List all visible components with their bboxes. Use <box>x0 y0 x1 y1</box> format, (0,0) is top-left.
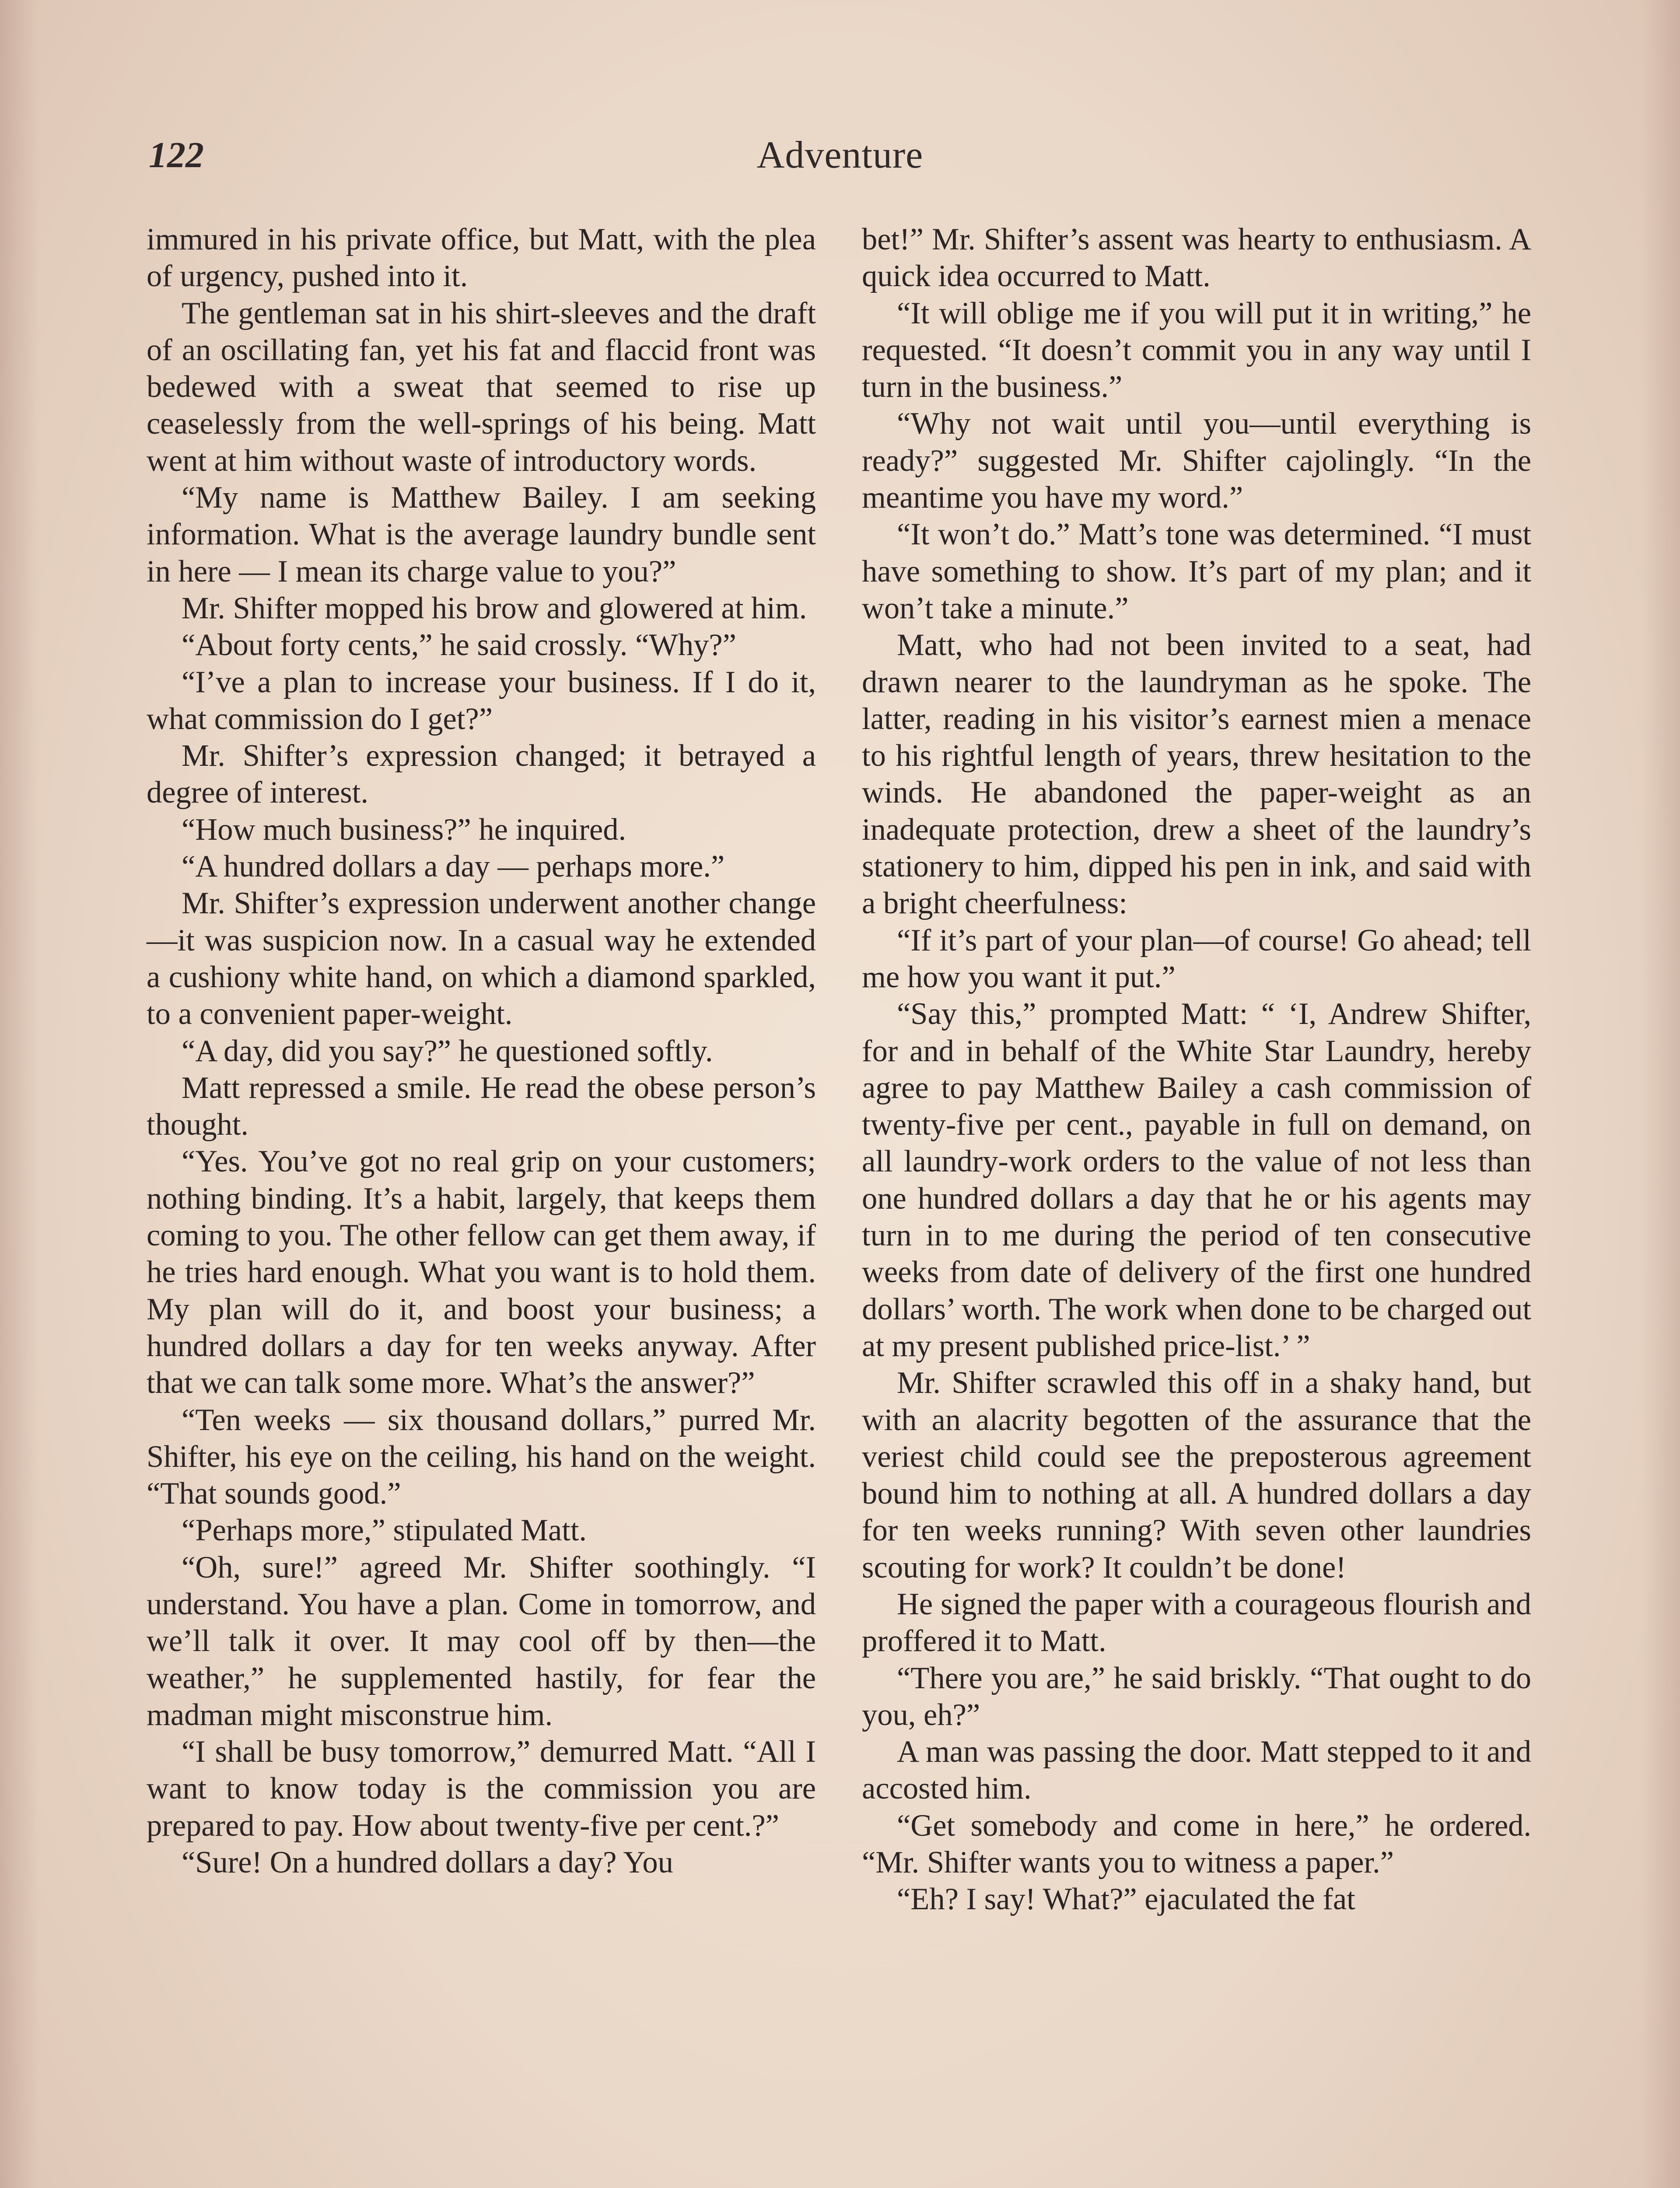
paragraph: “About forty cents,” he said crossly. “Why?” <box>182 628 736 663</box>
paragraph: “Oh, sure!” agreed Mr. Shifter soothingly. “I understand. You have a plan. Come in tomorrow, and we’ll talk it over. It may cool off by then—the weather,” he supplemented hastily, for fear the madman might misconstrue him. <box>147 1550 816 1732</box>
paragraph: The gentleman sat in his shirt-sleeves and the draft of an oscillating fan, yet his fat and flaccid front was bedewed with a sweat that seemed to rise up ceaselessly from the well-springs of his being. Matt went at him without waste of introductory words. <box>147 296 816 478</box>
paragraph: immured in his private office, but Matt, with the plea of urgency, pushed into it. <box>147 222 816 294</box>
paragraph: “It will oblige me if you will put it in writing,” he requested. “It doesn’t commit you in any way until I turn in the business.” <box>862 296 1531 404</box>
paragraph: “Eh? I say! What?” ejaculated the fat <box>897 1882 1355 1917</box>
paragraph: Mr. Shifter scrawled this off in a shaky hand, but with an alacrity begotten of the assurance that the veriest child could see the preposterous agreement bound him to nothing at all. A hundred dollars a day for ten weeks running? With seven other laundries scouting for work? It couldn’t be done! <box>862 1366 1531 1585</box>
running-head: Adventure <box>756 134 924 176</box>
paragraph: Matt repressed a smile. He read the obese person’s thought. <box>147 1070 816 1142</box>
paragraph: bet!” Mr. Shifter’s assent was hearty to enthusiasm. A quick idea occurred to Matt. <box>862 222 1531 294</box>
paragraph: Mr. Shifter mopped his brow and glowered at him. <box>182 591 807 625</box>
paragraph: Matt, who had not been invited to a seat, had drawn nearer to the laundryman as he spoke. The latter, reading in his visitor’s earnest mien a menace to his rightful length of years, threw hesitation to the winds. He abandoned the paper-weight as an inadequate protection, drew a sheet of the laundry’s stationery to him, dipped his pen in ink, and said with a bright cheerfulness: <box>862 628 1531 921</box>
paragraph: “A day, did you say?” he questioned softly. <box>182 1034 713 1068</box>
left-column <box>147 221 816 1881</box>
paragraph: Mr. Shifter’s expression underwent another change—it was suspicion now. In a casual way he extended a cushiony white hand, on which a diamond sparkled, to a convenient paper-weight. <box>147 886 816 1031</box>
right-column <box>862 221 1531 1918</box>
page-header <box>149 131 1531 179</box>
paragraph: “My name is Matthew Bailey. I am seeking information. What is the average laundry bundle sent in here — I mean its charge value to you?” <box>147 480 816 589</box>
paragraph: “I shall be busy tomorrow,” demurred Matt. “All I want to know today is the commission you are prepared to pay. How about twenty-five per cent.?” <box>147 1735 816 1843</box>
page-number: 122 <box>149 135 204 175</box>
paragraph: A man was passing the door. Matt stepped to it and accosted him. <box>862 1735 1531 1806</box>
paragraph: He signed the paper with a courageous flourish and proffered it to Matt. <box>862 1587 1531 1659</box>
paragraph: “Say this,” prompted Matt: “ ‘I, Andrew Shifter, for and in behalf of the White Star Laundry, hereby agree to pay Matthew Bailey a cash commission of twenty-five per cent., payable in full on demand, on all laundry-work orders to the value of not less than one hundred dollars a day that he or his agents may turn in to me during the period of ten consecutive weeks from date of delivery of the first one hundred dollars’ worth. The work when done to be charged out at my present published price-list.’ ” <box>862 997 1531 1363</box>
paragraph: “Get somebody and come in here,” he ordered. “Mr. Shifter wants you to witness a paper.” <box>862 1808 1531 1880</box>
paragraph: “It won’t do.” Matt’s tone was determined. “I must have something to show. It’s part of my plan; and it won’t take a minute.” <box>862 517 1531 625</box>
paragraph: “There you are,” he said briskly. “That ought to do you, eh?” <box>862 1661 1531 1732</box>
paragraph: “Why not wait until you—until everything is ready?” suggested Mr. Shifter cajolingly. “In the meantime you have my word.” <box>862 407 1531 515</box>
paragraph: “Perhaps more,” stipulated Matt. <box>182 1513 587 1548</box>
paragraph: “How much business?” he inquired. <box>182 812 626 847</box>
paragraph: “If it’s part of your plan—of course! Go ahead; tell me how you want it put.” <box>862 923 1531 994</box>
paragraph: Mr. Shifter’s expression changed; it betrayed a degree of interest. <box>147 739 816 810</box>
paragraph: “A hundred dollars a day — perhaps more.” <box>182 849 725 884</box>
paragraph: “Sure! On a hundred dollars a day? You <box>182 1845 673 1880</box>
paragraph: “Yes. You’ve got no real grip on your customers; nothing binding. It’s a habit, largely, that keeps them coming to you. The other fellow can get them away, if he tries hard enough. What you want is to hold them. My plan will do it, and boost your business; a hundred dollars a day for ten weeks anyway. After that we can talk some more. What’s the answer?” <box>147 1144 816 1400</box>
page-shadow-left <box>0 0 39 2188</box>
paragraph: “I’ve a plan to increase your business. If I do it, what commission do I get?” <box>147 665 816 736</box>
paragraph: “Ten weeks — six thousand dollars,” purred Mr. Shifter, his eye on the ceiling, his hand on the weight. “That sounds good.” <box>147 1403 816 1511</box>
page-shadow-right <box>1641 0 1680 2188</box>
